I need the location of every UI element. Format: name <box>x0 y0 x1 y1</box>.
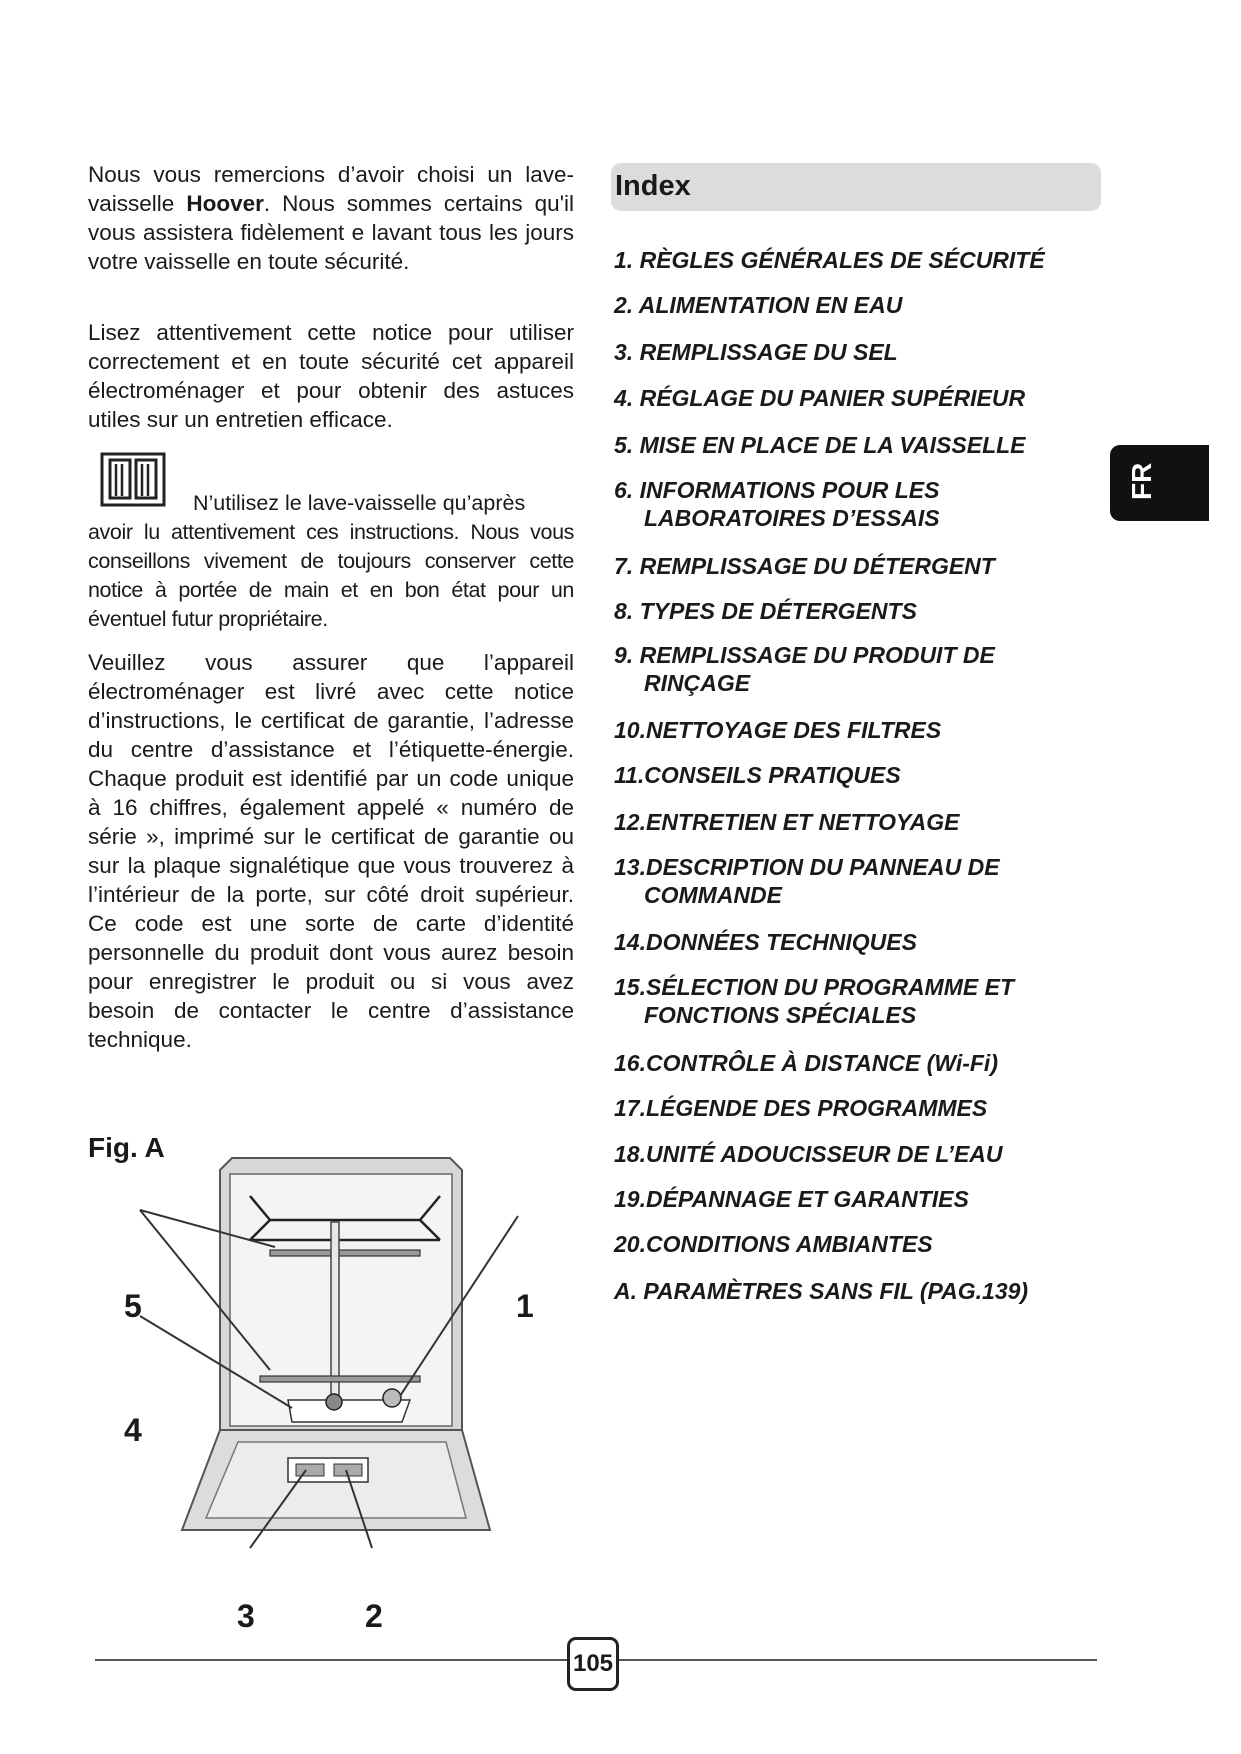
index-item-18: 18.UNITÉ ADOUCISSEUR DE L’EAU <box>614 1141 1003 1167</box>
index-item-6: 6. INFORMATIONS POUR LES LABORATOIRES D’ESSAIS <box>614 477 940 531</box>
warning-first-line: N’utilisez le lave-vaisselle qu’après <box>193 491 526 515</box>
callout-4: 4 <box>124 1412 142 1448</box>
index-item-8: 8. TYPES DE DÉTERGENTS <box>614 598 917 624</box>
intro-text: . Nous sommes certains qu'il vous assistera fidèlement e lavant tous les jours votre vaisselle en toute sécurité. <box>88 191 574 274</box>
index-item-10: 10.NETTOYAGE DES FILTRES <box>614 717 942 743</box>
index-item-11: 11.CONSEILS PRATIQUES <box>614 762 901 788</box>
index-item-5: 5. MISE EN PLACE DE LA VAISSELLE <box>614 432 1026 458</box>
index-item-19: 19.DÉPANNAGE ET GARANTIES <box>614 1186 969 1212</box>
page-number: 105 <box>572 1650 614 1677</box>
language-tab-label: FR <box>1126 462 1157 500</box>
index-item-2: 2. ALIMENTATION EN EAU <box>614 292 903 318</box>
callout-2: 2 <box>365 1598 383 1634</box>
intro-paragraph-2: Lisez attentivement cette notice pour utiliser correctement et en toute sécurité cet appareil électroménager et pour obtenir des astuces utiles sur un entretien efficace. <box>88 320 574 432</box>
warning-paragraph: avoir lu attentivement ces instructions. Nous vous conseillons vivement de toujours conserver cette notice à portée de main et en bon état pour un éventuel futur propriétaire. <box>88 520 574 631</box>
index-title: Index <box>615 170 691 202</box>
intro-text: Nous vous remercions d’avoir choisi un lave-vaisselle <box>88 162 574 216</box>
dishwasher-diagram <box>120 1150 560 1600</box>
callout-3: 3 <box>237 1598 255 1634</box>
index-item-a: A. PARAMÈTRES SANS FIL (PAG.139) <box>614 1278 1029 1304</box>
footer-rule-right <box>619 1659 1097 1661</box>
intro-paragraph-1 <box>88 160 574 276</box>
index-item-13: 13.DESCRIPTION DU PANNEAU DE COMMANDE <box>614 854 1000 908</box>
index-item-17: 17.LÉGENDE DES PROGRAMMES <box>614 1095 988 1121</box>
index-item-15: 15.SÉLECTION DU PROGRAMME ET FONCTIONS SPÉCIALES <box>614 974 1014 1028</box>
footer-rule-left <box>95 1659 567 1661</box>
intro-paragraph-4: Veuillez vous assurer que l’appareil électroménager est livré avec cette notice d’instructions, le certificat de garantie, l’adresse du centre d’assistance et l’étiquette-énergie. Chaque produit est identifié par un code unique à 16 chiffres, également appelé « numéro de série », imprimé sur le certificat de garantie ou sur la plaque signalétique que vous trouverez à l’intérieur de la porte, sur côté droit supérieur. Ce code est une sorte de carte d’identité personnelle du produit dont vous aurez besoin pour enregistrer le produit ou si vous avez besoin de contacter le centre d’assistance technique. <box>88 650 574 1052</box>
callout-1: 1 <box>516 1288 534 1324</box>
index-item-1: 1. RÈGLES GÉNÉRALES DE SÉCURITÉ <box>614 247 1045 273</box>
index-item-3: 3. REMPLISSAGE DU SEL <box>614 339 898 365</box>
index-item-16: 16.CONTRÔLE À DISTANCE (Wi-Fi) <box>614 1050 998 1076</box>
figure-label: Fig. A <box>88 1132 165 1163</box>
index-item-7: 7. REMPLISSAGE DU DÉTERGENT <box>614 553 995 579</box>
book-icon <box>100 452 166 507</box>
index-item-12: 12.ENTRETIEN ET NETTOYAGE <box>614 809 960 835</box>
index-item-14: 14.DONNÉES TECHNIQUES <box>614 929 917 955</box>
index-item-9: 9. REMPLISSAGE DU PRODUIT DE RINÇAGE <box>614 642 995 696</box>
brand-name: Hoover <box>186 191 264 216</box>
callout-5: 5 <box>124 1288 142 1324</box>
index-item-4: 4. RÉGLAGE DU PANIER SUPÉRIEUR <box>614 385 1026 411</box>
index-item-20: 20.CONDITIONS AMBIANTES <box>614 1231 933 1257</box>
